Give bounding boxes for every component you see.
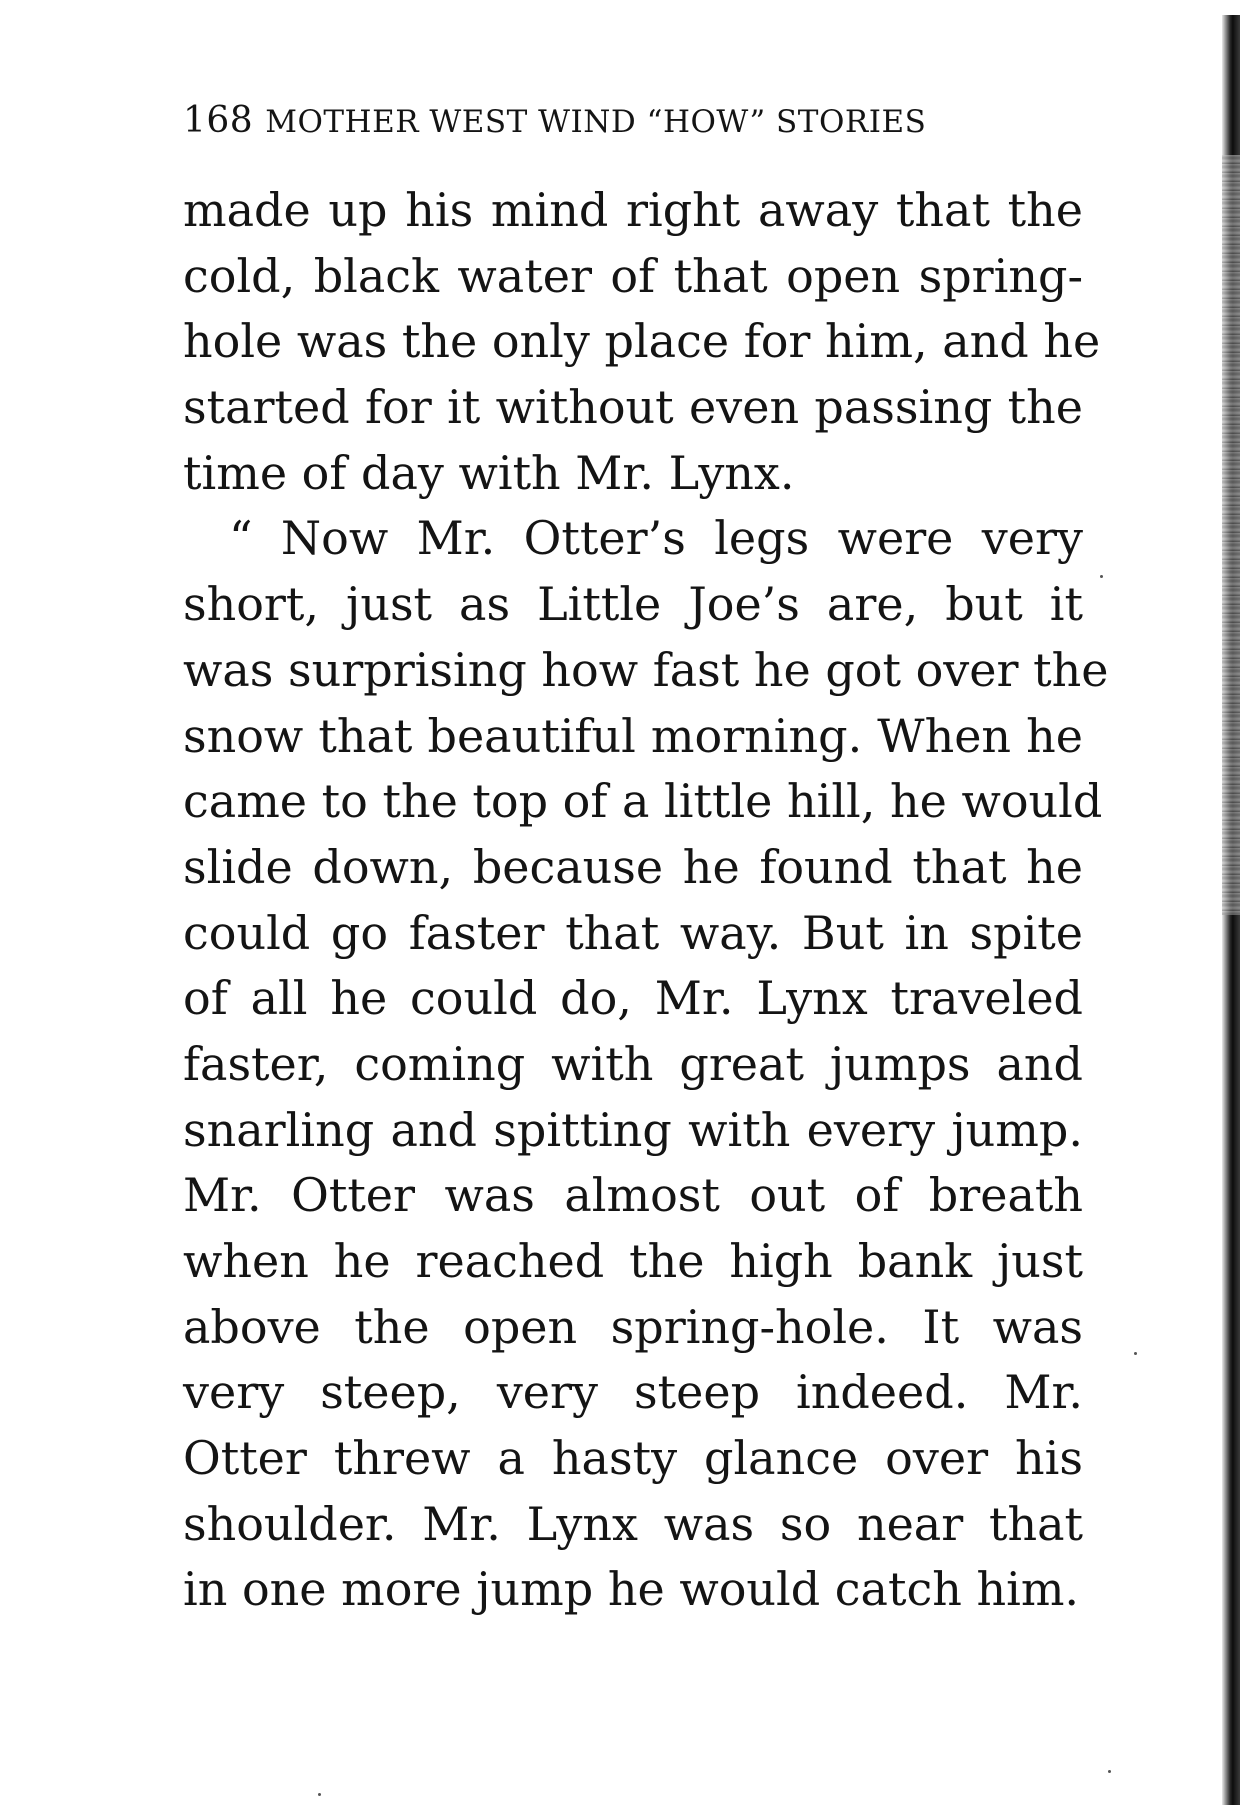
scan-speck	[1108, 1770, 1111, 1773]
text-line: faster, coming with great jumps and	[183, 1036, 1083, 1091]
running-title: MOTHER WEST WIND “HOW” STORIES	[265, 104, 927, 140]
binding-texture	[1222, 155, 1240, 915]
text-line: above the open spring-hole. It was	[183, 1299, 1083, 1354]
text-line: hole was the only place for him, and he	[183, 314, 1101, 369]
text-line: Mr. Otter was almost out of breath	[183, 1168, 1083, 1223]
text-line: started for it without even passing the	[183, 380, 1083, 435]
text-line: time of day with Mr. Lynx.	[183, 445, 795, 500]
page-number: 168	[183, 100, 254, 141]
text-line: came to the top of a little hill, he would	[183, 774, 1103, 829]
text-line: in one more jump he would catch him.	[183, 1562, 1080, 1617]
text-line: was surprising how fast he got over the	[183, 642, 1109, 697]
body-text	[183, 178, 1109, 1623]
text-line: short, just as Little Joe’s are, but it	[183, 577, 1083, 632]
scan-speck	[1134, 1352, 1137, 1355]
binding-edge	[1222, 15, 1240, 1805]
text-line: slide down, because he found that he	[183, 839, 1083, 894]
text-line: of all he could do, Mr. Lynx traveled	[183, 971, 1083, 1026]
text-line: when he reached the high bank just	[183, 1234, 1083, 1288]
text-line: Otter threw a hasty glance over his	[183, 1431, 1083, 1486]
text-line: “ Now Mr. Otter’s legs were very	[229, 511, 1083, 566]
text-line: very steep, very steep indeed. Mr.	[183, 1365, 1083, 1420]
text-line: snarling and spitting with every jump.	[183, 1102, 1083, 1157]
text-line: could go faster that way. But in spite	[183, 905, 1083, 960]
running-head	[183, 100, 1065, 140]
text-line: snow that beautiful morning. When he	[183, 708, 1083, 763]
scan-speck	[318, 1793, 321, 1796]
text-line: shoulder. Mr. Lynx was so near that	[183, 1496, 1083, 1551]
text-line: made up his mind right away that the	[183, 183, 1083, 237]
scan-speck	[1100, 575, 1103, 578]
text-line: cold, black water of that open spring-	[183, 248, 1083, 303]
